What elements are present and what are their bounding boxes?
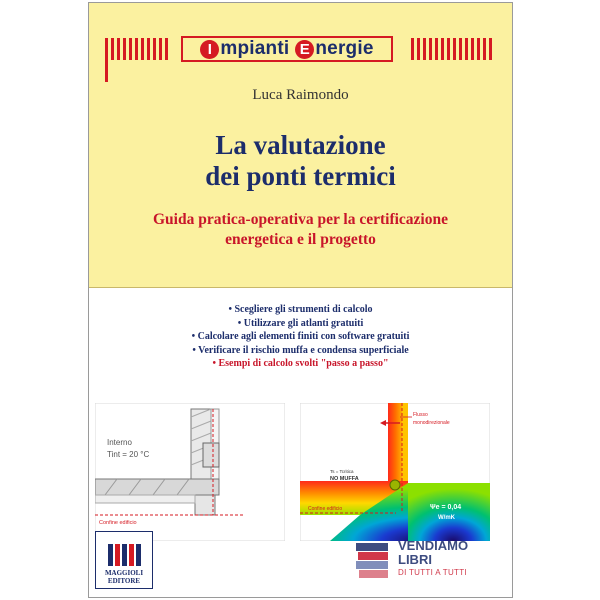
flux-label: Flusso	[413, 412, 428, 418]
psi-unit-label: W/mK	[438, 515, 455, 521]
publisher-logo-mark	[108, 544, 141, 566]
watermark-line-3: DI TUTTI A TUTTI	[398, 568, 467, 577]
subtitle-line-2: energetica e il progetto	[225, 231, 376, 248]
feature-item: • Calcolare agli elementi finiti con software gratuiti	[191, 331, 410, 342]
critical-temp-label: Ts = Tcritica	[330, 469, 354, 474]
feature-item: • Utilizzare gli atlanti gratuiti	[237, 317, 364, 329]
series-word-2: nergie	[315, 38, 374, 59]
publisher-logo	[95, 531, 153, 589]
book-cover	[88, 2, 513, 598]
series-initial-i: I	[200, 40, 219, 59]
title-line-2: dei ponti termici	[205, 161, 396, 191]
cover-top-panel	[89, 3, 512, 288]
figure-label-boundary: Confine edificio	[99, 520, 137, 526]
series-initial-e: E	[295, 40, 314, 59]
series-word-1: mpianti	[220, 38, 290, 59]
book-subtitle	[89, 210, 512, 250]
subtitle-line-1: Guida pratica-operativa per la certificazione	[152, 211, 448, 228]
feature-item: • Scegliere gli strumenti di calcolo	[228, 304, 373, 315]
author-name: Luca Raimondo	[252, 87, 349, 103]
feature-item: • Verificare il rischio muffa e condensa superficiale	[192, 344, 409, 356]
publisher-name-line-2: EDITORE	[107, 577, 141, 585]
figure-label-temperature: Tint = 20 °C	[107, 450, 150, 459]
store-watermark	[354, 537, 494, 589]
series-banner	[103, 36, 495, 62]
series-stripes-right	[411, 38, 495, 60]
boundary-label: Confine edificio	[308, 506, 343, 512]
series-stripes-left	[105, 38, 173, 60]
watermark-line-2: LIBRI	[398, 552, 432, 567]
flux-label-2: monodirezionale	[413, 420, 450, 426]
no-mould-label: NO MUFFA	[330, 476, 359, 482]
watermark-text	[398, 539, 468, 579]
series-title	[181, 36, 393, 62]
junction-section-figure	[95, 403, 285, 541]
feature-item-highlight: • Esempi di calcolo svolti "passo a passo"	[212, 358, 389, 369]
title-line-1: La valutazione	[215, 130, 386, 160]
thermal-map-figure	[300, 403, 490, 541]
stacked-books-icon	[354, 539, 394, 585]
feature-list	[89, 303, 512, 371]
figure-label-interior: Interno	[107, 438, 132, 447]
book-title	[89, 130, 512, 192]
watermark-line-1: VENDIAMO	[398, 538, 469, 553]
publisher-name-line-1: MAGGIOLI	[104, 569, 144, 577]
psi-value-label: Ψe = 0,04	[430, 504, 462, 511]
